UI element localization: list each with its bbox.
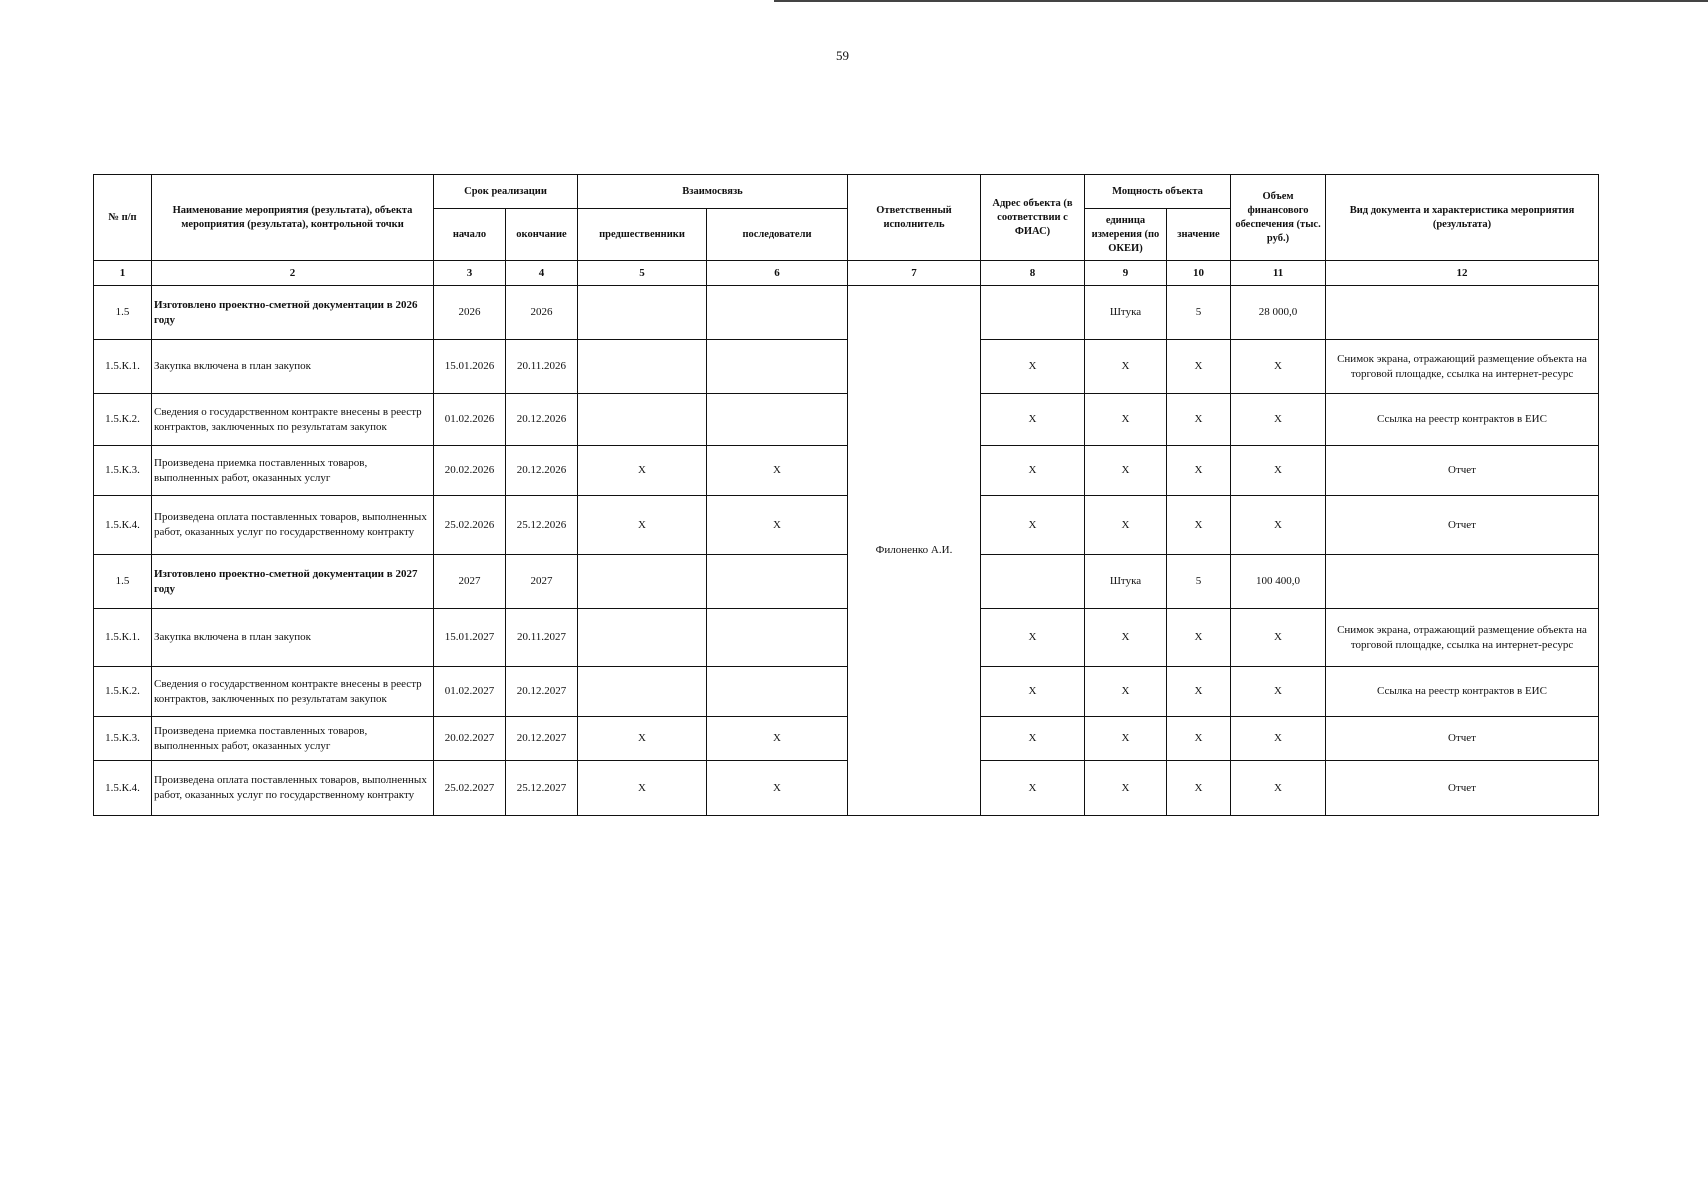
- row-num: 1.5.К.2.: [94, 667, 152, 717]
- row-end: 2026: [506, 286, 578, 340]
- row-financing: Х: [1231, 496, 1326, 555]
- row-financing: Х: [1231, 667, 1326, 717]
- row-value: Х: [1167, 394, 1231, 446]
- row-num: 1.5.К.4.: [94, 761, 152, 816]
- row-name: Закупка включена в план закупок: [152, 609, 434, 667]
- row-predecessors: [578, 667, 707, 717]
- row-doc: [1326, 555, 1599, 609]
- column-number: 5: [578, 261, 707, 286]
- row-num: 1.5: [94, 286, 152, 340]
- header-financing: Объем финансового обеспечения (тыс. руб.): [1231, 175, 1326, 261]
- row-predecessors: [578, 340, 707, 394]
- row-end: 20.11.2026: [506, 340, 578, 394]
- plan-table: [93, 174, 1599, 816]
- header-end: окончание: [506, 209, 578, 261]
- column-number: 11: [1231, 261, 1326, 286]
- row-num: 1.5.К.4.: [94, 496, 152, 555]
- row-end: 2027: [506, 555, 578, 609]
- row-start: 15.01.2027: [434, 609, 506, 667]
- row-predecessors: [578, 609, 707, 667]
- table-header: [94, 175, 1599, 286]
- row-financing: Х: [1231, 761, 1326, 816]
- header-period: Срок реализации: [434, 175, 578, 209]
- row-successors: Х: [707, 496, 848, 555]
- header-start: начало: [434, 209, 506, 261]
- row-value: Х: [1167, 496, 1231, 555]
- row-successors: Х: [707, 446, 848, 496]
- row-address: [981, 286, 1085, 340]
- row-start: 20.02.2027: [434, 717, 506, 761]
- table-row: [94, 555, 1599, 609]
- row-address: [981, 555, 1085, 609]
- row-end: 20.12.2026: [506, 446, 578, 496]
- table-row: [94, 446, 1599, 496]
- row-successors: [707, 667, 848, 717]
- table-row: [94, 286, 1599, 340]
- row-unit: Х: [1085, 446, 1167, 496]
- row-unit: Штука: [1085, 555, 1167, 609]
- row-num: 1.5.К.3.: [94, 717, 152, 761]
- row-name: Произведена оплата поставленных товаров, выполненных работ, оказанных услуг по государственному контракту: [152, 496, 434, 555]
- row-end: 20.11.2027: [506, 609, 578, 667]
- row-start: 25.02.2026: [434, 496, 506, 555]
- row-start: 15.01.2026: [434, 340, 506, 394]
- row-start: 20.02.2026: [434, 446, 506, 496]
- table-row: [94, 340, 1599, 394]
- row-num: 1.5.К.1.: [94, 340, 152, 394]
- column-number: 8: [981, 261, 1085, 286]
- row-name: Сведения о государственном контракте внесены в реестр контрактов, заключенных по результатам закупок: [152, 667, 434, 717]
- column-number: 12: [1326, 261, 1599, 286]
- row-value: Х: [1167, 446, 1231, 496]
- table-row: [94, 496, 1599, 555]
- table-row: [94, 667, 1599, 717]
- row-start: 25.02.2027: [434, 761, 506, 816]
- row-address: Х: [981, 609, 1085, 667]
- row-doc: [1326, 286, 1599, 340]
- row-address: Х: [981, 717, 1085, 761]
- row-address: Х: [981, 667, 1085, 717]
- header-value: значение: [1167, 209, 1231, 261]
- row-address: Х: [981, 340, 1085, 394]
- row-doc: Отчет: [1326, 761, 1599, 816]
- row-doc: Отчет: [1326, 496, 1599, 555]
- row-doc: Ссылка на реестр контрактов в ЕИС: [1326, 667, 1599, 717]
- table-row: [94, 609, 1599, 667]
- row-end: 25.12.2027: [506, 761, 578, 816]
- row-name: Изготовлено проектно-сметной документации в 2027 году: [152, 555, 434, 609]
- header-unit: единица измерения (по ОКЕИ): [1085, 209, 1167, 261]
- row-name: Сведения о государственном контракте внесены в реестр контрактов, заключенных по результатам закупок: [152, 394, 434, 446]
- row-end: 25.12.2026: [506, 496, 578, 555]
- column-number: 2: [152, 261, 434, 286]
- column-number: 7: [848, 261, 981, 286]
- row-doc: Снимок экрана, отражающий размещение объекта на торговой площадке, ссылка на интернет-ресурс: [1326, 609, 1599, 667]
- row-successors: [707, 394, 848, 446]
- row-start: 2026: [434, 286, 506, 340]
- header-capacity: Мощность объекта: [1085, 175, 1231, 209]
- column-number: 1: [94, 261, 152, 286]
- column-number: 4: [506, 261, 578, 286]
- header-relation: Взаимосвязь: [578, 175, 848, 209]
- row-successors: [707, 286, 848, 340]
- row-financing: Х: [1231, 394, 1326, 446]
- row-predecessors: [578, 555, 707, 609]
- row-unit: Х: [1085, 394, 1167, 446]
- header-address: Адрес объекта (в соответствии с ФИАС): [981, 175, 1085, 261]
- table-row: [94, 717, 1599, 761]
- row-unit: Х: [1085, 496, 1167, 555]
- row-financing: Х: [1231, 340, 1326, 394]
- row-end: 20.12.2027: [506, 717, 578, 761]
- row-unit: Х: [1085, 609, 1167, 667]
- table-row: [94, 761, 1599, 816]
- row-financing: 28 000,0: [1231, 286, 1326, 340]
- responsible-person: Филоненко А.И.: [848, 286, 981, 816]
- header-num: № п/п: [94, 175, 152, 261]
- row-doc: Отчет: [1326, 717, 1599, 761]
- row-predecessors: Х: [578, 717, 707, 761]
- row-end: 20.12.2026: [506, 394, 578, 446]
- row-predecessors: [578, 394, 707, 446]
- row-successors: [707, 609, 848, 667]
- row-predecessors: Х: [578, 496, 707, 555]
- row-unit: Х: [1085, 761, 1167, 816]
- row-doc: Снимок экрана, отражающий размещение объекта на торговой площадке, ссылка на интернет-ресурс: [1326, 340, 1599, 394]
- row-value: 5: [1167, 555, 1231, 609]
- top-edge-line: [774, 0, 1708, 2]
- row-unit: Штука: [1085, 286, 1167, 340]
- row-num: 1.5.К.3.: [94, 446, 152, 496]
- row-unit: Х: [1085, 340, 1167, 394]
- page-number: 59: [836, 48, 849, 63]
- row-name: Закупка включена в план закупок: [152, 340, 434, 394]
- row-financing: 100 400,0: [1231, 555, 1326, 609]
- row-name: Произведена приемка поставленных товаров, выполненных работ, оказанных услуг: [152, 446, 434, 496]
- row-financing: Х: [1231, 717, 1326, 761]
- header-predecessors: предшественники: [578, 209, 707, 261]
- column-number-row: [94, 261, 1599, 286]
- table-row: [94, 394, 1599, 446]
- row-name: Произведена оплата поставленных товаров, выполненных работ, оказанных услуг по государственному контракту: [152, 761, 434, 816]
- row-num: 1.5.К.2.: [94, 394, 152, 446]
- row-address: Х: [981, 394, 1085, 446]
- row-address: Х: [981, 761, 1085, 816]
- row-successors: Х: [707, 761, 848, 816]
- row-value: Х: [1167, 609, 1231, 667]
- header-responsible: Ответственный исполнитель: [848, 175, 981, 261]
- row-doc: Ссылка на реестр контрактов в ЕИС: [1326, 394, 1599, 446]
- row-start: 2027: [434, 555, 506, 609]
- row-num: 1.5.К.1.: [94, 609, 152, 667]
- row-name: Произведена приемка поставленных товаров, выполненных работ, оказанных услуг: [152, 717, 434, 761]
- row-start: 01.02.2026: [434, 394, 506, 446]
- column-number: 6: [707, 261, 848, 286]
- row-address: Х: [981, 496, 1085, 555]
- row-unit: Х: [1085, 717, 1167, 761]
- row-successors: [707, 555, 848, 609]
- row-num: 1.5: [94, 555, 152, 609]
- row-predecessors: [578, 286, 707, 340]
- row-successors: [707, 340, 848, 394]
- table-body: [94, 286, 1599, 816]
- row-value: 5: [1167, 286, 1231, 340]
- row-financing: Х: [1231, 446, 1326, 496]
- column-number: 10: [1167, 261, 1231, 286]
- column-number: 9: [1085, 261, 1167, 286]
- row-address: Х: [981, 446, 1085, 496]
- header-successors: последователи: [707, 209, 848, 261]
- header-name: Наименование мероприятия (результата), объекта мероприятия (результата), контрольной точки: [152, 175, 434, 261]
- row-name: Изготовлено проектно-сметной документации в 2026 году: [152, 286, 434, 340]
- row-successors: Х: [707, 717, 848, 761]
- row-unit: Х: [1085, 667, 1167, 717]
- row-value: Х: [1167, 340, 1231, 394]
- row-value: Х: [1167, 761, 1231, 816]
- row-end: 20.12.2027: [506, 667, 578, 717]
- row-financing: Х: [1231, 609, 1326, 667]
- header-doc-type: Вид документа и характеристика мероприятия (результата): [1326, 175, 1599, 261]
- row-predecessors: Х: [578, 761, 707, 816]
- row-predecessors: Х: [578, 446, 707, 496]
- row-value: Х: [1167, 717, 1231, 761]
- column-number: 3: [434, 261, 506, 286]
- row-value: Х: [1167, 667, 1231, 717]
- row-start: 01.02.2027: [434, 667, 506, 717]
- row-doc: Отчет: [1326, 446, 1599, 496]
